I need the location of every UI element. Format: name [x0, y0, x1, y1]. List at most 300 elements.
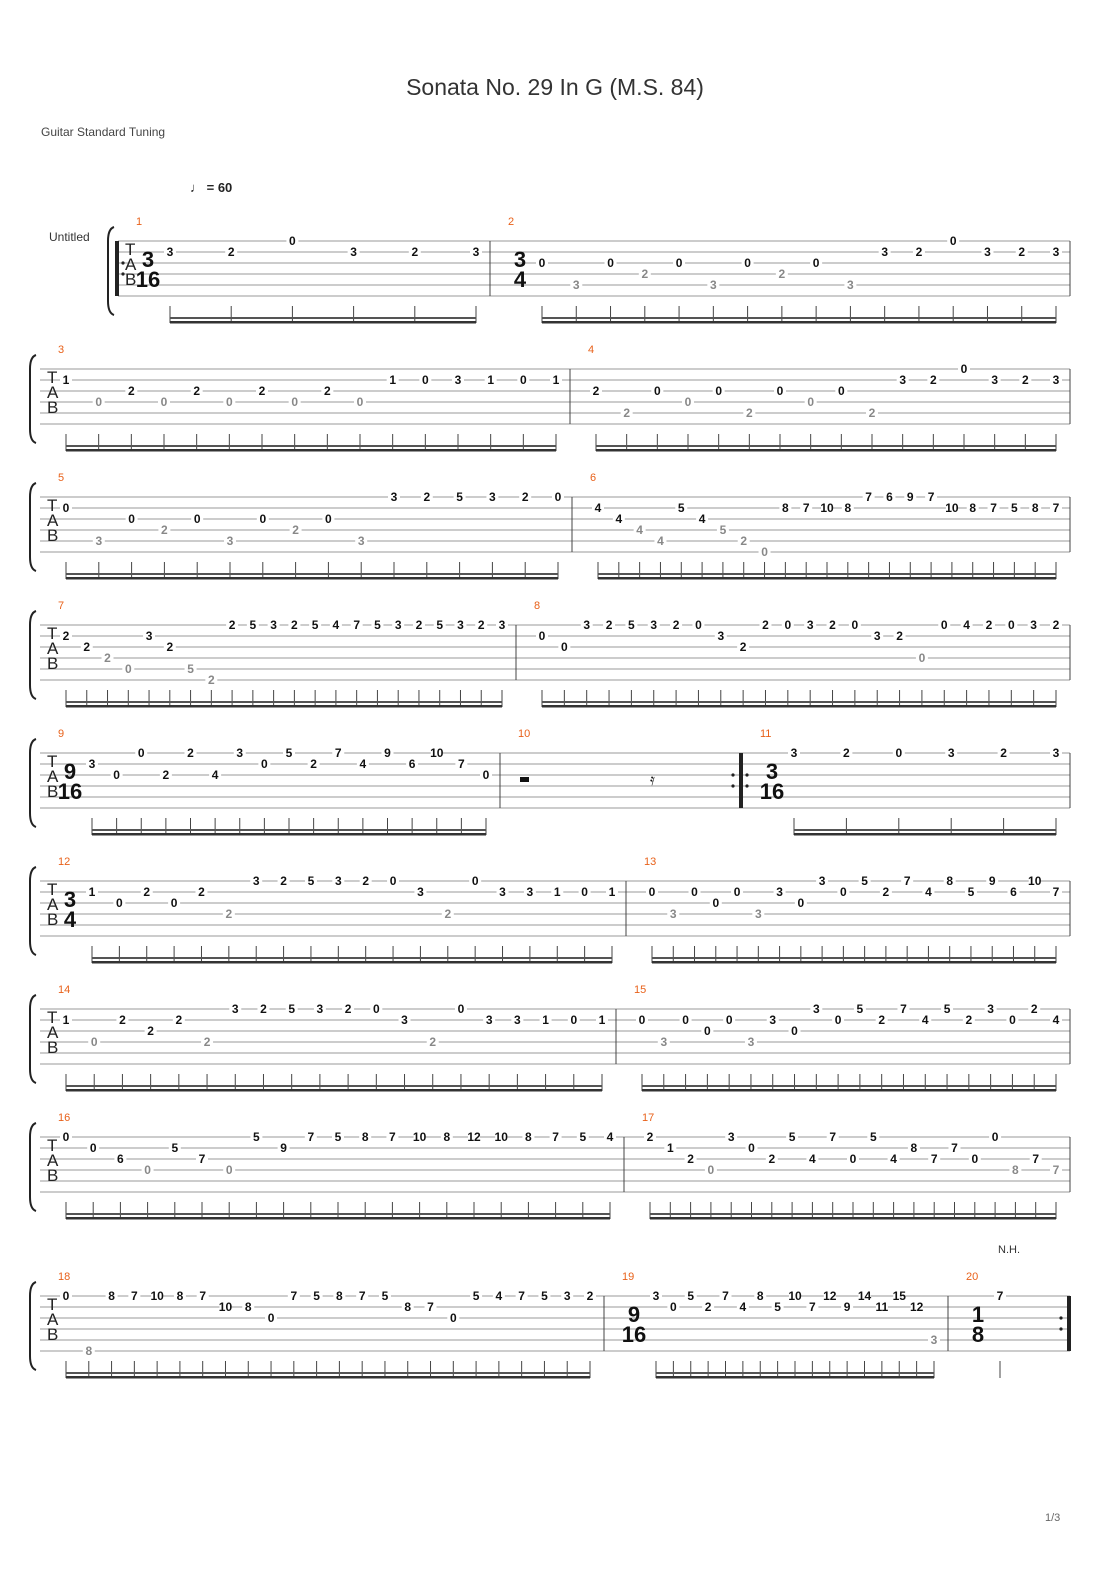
fret-number: 8 — [1012, 1163, 1019, 1177]
fret-number: 0 — [849, 1152, 857, 1166]
tab-clef-letter: B — [125, 270, 137, 289]
fret-number: 0 — [733, 885, 741, 899]
fret-number: 0 — [675, 256, 683, 270]
fret-number: 4 — [1052, 1013, 1060, 1027]
beam — [596, 445, 1056, 447]
tab-clef-letter: T — [47, 624, 58, 643]
page-number: 1/3 — [1045, 1512, 1061, 1524]
fret-number: 7 — [290, 1289, 298, 1303]
fret-number: 7 — [1052, 885, 1060, 899]
fret-number: 0 — [325, 512, 332, 526]
fret-number: 4 — [359, 757, 367, 771]
fret-number: 3 — [652, 1289, 660, 1303]
repeat-dot — [745, 784, 748, 787]
fret-number: 5 — [381, 1289, 389, 1303]
fret-number: 2 — [207, 673, 215, 687]
fret-number: 7 — [1052, 1163, 1060, 1177]
beam — [170, 321, 476, 324]
fret-number: 0 — [712, 896, 720, 910]
fret-number: 2 — [896, 629, 903, 643]
time-signature-top: 3 — [513, 247, 527, 272]
fret-number: 0 — [225, 395, 233, 409]
fret-number: 3 — [390, 490, 398, 504]
fret-number: 7 — [1052, 501, 1060, 515]
fret-number: 2 — [119, 1013, 126, 1027]
repeat-dot — [121, 272, 124, 275]
fret-number: 2 — [745, 406, 753, 420]
fret-number: 7 — [930, 1152, 938, 1166]
fret-number: 3 — [95, 534, 103, 548]
fret-number: 0 — [840, 885, 847, 899]
fret-number: 7 — [927, 490, 935, 504]
fret-number: 7 — [353, 618, 361, 632]
fret-number: 7 — [951, 1141, 958, 1155]
fret-number: 1 — [553, 885, 561, 899]
fret-number: 2 — [1052, 618, 1060, 632]
quarter-note-icon: ♩ — [190, 180, 203, 195]
fret-number: 2 — [878, 1013, 886, 1027]
repeat-start-bar — [739, 753, 743, 808]
tab-clef-letter: A — [47, 767, 59, 786]
fret-number: 0 — [389, 874, 397, 888]
fret-number: 5 — [719, 523, 727, 537]
measure-number: 11 — [760, 728, 772, 740]
fret-number: 4 — [698, 512, 706, 526]
fret-number: 0 — [1009, 1013, 1016, 1027]
fret-number: 7 — [427, 1300, 434, 1314]
measure-number: 1 — [136, 216, 143, 228]
fret-number: 3 — [650, 618, 658, 632]
fret-number: 5 — [677, 501, 685, 515]
beam — [66, 573, 558, 575]
fret-number: 2 — [672, 618, 680, 632]
fret-number: 7 — [199, 1289, 207, 1303]
fret-number: 5 — [774, 1300, 781, 1314]
fret-number: 2 — [291, 618, 298, 632]
system-brace — [30, 1123, 36, 1211]
fret-number: 2 — [423, 490, 431, 504]
beam — [66, 1089, 602, 1092]
fret-number: 2 — [260, 1002, 267, 1016]
fret-number: 0 — [851, 618, 859, 632]
repeat-dot — [731, 784, 734, 787]
fret-number: 6 — [408, 757, 416, 771]
system-brace — [30, 355, 36, 443]
fret-number: 0 — [561, 640, 568, 654]
fret-number: 0 — [482, 768, 490, 782]
fret-number: 3 — [252, 874, 260, 888]
beam — [596, 449, 1056, 452]
fret-number: 3 — [88, 757, 96, 771]
fret-number: 4 — [495, 1289, 503, 1303]
fret-number: 0 — [128, 512, 135, 526]
fret-number: 6 — [1010, 885, 1017, 899]
fret-number: 0 — [581, 885, 588, 899]
tab-clef-letter: B — [47, 1038, 59, 1057]
fret-number: 5 — [374, 618, 381, 632]
beam — [650, 1217, 1056, 1220]
fret-number: 12 — [823, 1289, 837, 1303]
tab-clef-letter: A — [47, 639, 59, 658]
fret-number: 2 — [292, 523, 299, 537]
tab-clef-letter: A — [47, 895, 59, 914]
repeat-dot — [121, 261, 124, 264]
fret-number: 2 — [83, 640, 91, 654]
fret-number: 3 — [454, 373, 462, 387]
fret-number: 0 — [519, 373, 527, 387]
fret-number: 0 — [648, 885, 656, 899]
fret-number: 5 — [311, 618, 319, 632]
fret-number: 7 — [131, 1289, 138, 1303]
fret-number: 0 — [113, 768, 120, 782]
fret-number: 8 — [525, 1130, 532, 1144]
fret-number: 2 — [444, 907, 452, 921]
time-signature-top: 3 — [63, 887, 77, 912]
fret-number: 0 — [259, 512, 267, 526]
fret-number: 3 — [899, 373, 907, 387]
fret-number: 3 — [350, 245, 357, 259]
measure-number: 7 — [58, 600, 65, 612]
fret-number: 0 — [691, 885, 698, 899]
beam — [92, 833, 486, 836]
time-signature-bottom: 4 — [63, 907, 77, 932]
fret-number: 10 — [218, 1300, 233, 1314]
beam — [92, 829, 486, 831]
fret-number: 4 — [211, 768, 219, 782]
fret-number: 8 — [404, 1300, 412, 1314]
half-rest — [520, 777, 529, 782]
fret-number: 2 — [193, 384, 201, 398]
beam — [794, 833, 1056, 836]
fret-number: 4 — [809, 1152, 816, 1166]
fret-number: 3 — [316, 1002, 324, 1016]
fret-number: 6 — [117, 1152, 124, 1166]
fret-number: 7 — [307, 1130, 315, 1144]
fret-number: 0 — [653, 384, 661, 398]
tab-clef-letter: T — [47, 752, 58, 771]
system-brace — [30, 483, 36, 571]
fret-number: 7 — [458, 757, 465, 771]
fret-number: 0 — [918, 651, 926, 665]
beam — [656, 1372, 934, 1374]
fret-number: 10 — [430, 746, 444, 760]
fret-number: 0 — [137, 746, 145, 760]
fret-number: 8 — [443, 1130, 451, 1144]
time-signature-top: 9 — [627, 1302, 641, 1327]
fret-number: 8 — [176, 1289, 184, 1303]
fret-number: 0 — [144, 1163, 151, 1177]
beam — [92, 957, 612, 959]
fret-number: 1 — [62, 373, 70, 387]
fret-number: 2 — [280, 874, 287, 888]
fret-number: 10 — [150, 1289, 164, 1303]
beam — [542, 317, 1056, 319]
fret-number: 2 — [740, 534, 748, 548]
fret-number: 0 — [715, 384, 723, 398]
beam — [642, 1085, 1056, 1087]
fret-number: 3 — [394, 618, 402, 632]
fret-number: 1 — [542, 1013, 549, 1027]
tab-clef-letter: T — [47, 1295, 58, 1314]
fret-number: 9 — [843, 1300, 851, 1314]
fret-number: 0 — [170, 896, 178, 910]
fret-number: 0 — [837, 384, 845, 398]
fret-number: 10 — [788, 1289, 802, 1303]
fret-number: 2 — [985, 618, 993, 632]
fret-number: 10 — [412, 1130, 427, 1144]
fret-number: 3 — [769, 1013, 777, 1027]
fret-number: 3 — [991, 373, 999, 387]
fret-number: 2 — [147, 1024, 154, 1038]
system-brace — [30, 995, 36, 1083]
fret-number: 2 — [641, 267, 649, 281]
beam — [66, 445, 556, 447]
fret-number: 7 — [722, 1289, 729, 1303]
time-signature-bottom: 16 — [135, 267, 161, 292]
fret-number: 0 — [261, 757, 268, 771]
fret-number: 0 — [225, 1163, 233, 1177]
repeat-start-bar — [115, 241, 119, 296]
fret-number: 0 — [193, 512, 201, 526]
fret-number: 5 — [472, 1289, 480, 1303]
fret-number: 2 — [175, 1013, 183, 1027]
fret-number: 1 — [608, 885, 616, 899]
fret-number: 7 — [996, 1289, 1004, 1303]
fret-number: 0 — [62, 1130, 70, 1144]
fret-number: 5 — [967, 885, 975, 899]
time-signature-top: 9 — [63, 759, 77, 784]
repeat-dot — [1059, 1316, 1062, 1319]
time-signature-bottom: 16 — [759, 779, 785, 804]
time-signature-top: 3 — [141, 247, 155, 272]
beam — [66, 1372, 590, 1374]
tab-clef-letter: T — [47, 880, 58, 899]
system-brace — [30, 867, 36, 955]
measure-number: 18 — [58, 1271, 71, 1283]
fret-number: 0 — [748, 1141, 755, 1155]
fret-number: 7 — [552, 1130, 559, 1144]
fret-number: 2 — [258, 384, 266, 398]
fret-number: 5 — [285, 746, 293, 760]
fret-number: 0 — [62, 501, 70, 515]
repeat-end-bar — [1067, 1296, 1071, 1351]
tab-clef-letter: A — [47, 1310, 59, 1329]
fret-number: 2 — [225, 907, 233, 921]
fret-number: 2 — [198, 885, 205, 899]
fret-number: 2 — [1030, 1002, 1038, 1016]
fret-number: 3 — [526, 885, 534, 899]
fret-number: 3 — [270, 618, 277, 632]
beam — [650, 1213, 1056, 1215]
natural-harmonic-label: N.H. — [998, 1244, 1020, 1256]
system-brace — [30, 739, 36, 827]
fret-number: 1 — [62, 1013, 70, 1027]
fret-number: 0 — [744, 256, 751, 270]
fret-number: 3 — [498, 618, 506, 632]
fret-number: 0 — [670, 1300, 677, 1314]
fret-number: 8 — [336, 1289, 343, 1303]
fret-number: 3 — [806, 618, 814, 632]
fret-number: 7 — [198, 1152, 206, 1166]
fret-number: 2 — [762, 618, 769, 632]
fret-number: 1 — [487, 373, 495, 387]
fret-number: 2 — [429, 1035, 437, 1049]
tab-clef-letter: A — [47, 383, 59, 402]
fret-number: 4 — [921, 1013, 929, 1027]
beam — [66, 705, 502, 708]
measure-number: 9 — [58, 728, 65, 740]
fret-number: 8 — [85, 1344, 93, 1358]
repeat-dot — [745, 773, 748, 776]
fret-number: 5 — [307, 874, 315, 888]
fret-number: 0 — [372, 1002, 380, 1016]
fret-number: 3 — [873, 629, 881, 643]
measure-number: 6 — [590, 472, 597, 484]
fret-number: 3 — [572, 278, 580, 292]
fret-number: 2 — [768, 1152, 776, 1166]
fret-number: 0 — [684, 395, 692, 409]
fret-number: 2 — [166, 640, 174, 654]
fret-number: 0 — [116, 896, 123, 910]
fret-number: 3 — [747, 1035, 755, 1049]
fret-number: 4 — [739, 1300, 747, 1314]
beam — [66, 577, 558, 580]
fret-number: 0 — [289, 234, 296, 248]
fret-number: 4 — [332, 618, 340, 632]
fret-number: 3 — [236, 746, 244, 760]
fret-number: 0 — [471, 874, 479, 888]
tempo-value: = 60 — [206, 180, 233, 195]
fret-number: 2 — [882, 885, 890, 899]
fret-number: 8 — [969, 501, 977, 515]
fret-number: 4 — [594, 501, 602, 515]
fret-number: 0 — [607, 256, 614, 270]
fret-number: 0 — [695, 618, 702, 632]
fret-number: 3 — [357, 534, 365, 548]
fret-number: 3 — [334, 874, 342, 888]
fret-number: 2 — [187, 746, 194, 760]
fret-number: 5 — [334, 1130, 342, 1144]
fret-number: 7 — [802, 501, 810, 515]
fret-number: 2 — [965, 1013, 973, 1027]
fret-number: 7 — [829, 1130, 837, 1144]
system-brace — [30, 611, 36, 699]
fret-number: 3 — [457, 618, 464, 632]
measure-number: 2 — [508, 216, 515, 228]
fret-number: 2 — [586, 1289, 594, 1303]
fret-number: 3 — [987, 1002, 994, 1016]
fret-number: 10 — [945, 501, 959, 515]
fret-number: 4 — [890, 1152, 897, 1166]
time-signature-bottom: 8 — [971, 1322, 985, 1347]
fret-number: 2 — [143, 885, 151, 899]
fret-number: 4 — [636, 523, 643, 537]
fret-number: 8 — [1031, 501, 1039, 515]
fret-number: 0 — [807, 395, 815, 409]
fret-number: 2 — [739, 640, 747, 654]
fret-number: 0 — [95, 395, 103, 409]
fret-number: 7 — [389, 1130, 396, 1144]
beam — [656, 1376, 934, 1379]
fret-number: 5 — [253, 1130, 260, 1144]
fret-number: 2 — [521, 490, 529, 504]
measure-number: 4 — [588, 344, 595, 356]
fret-number: 3 — [489, 490, 496, 504]
fret-number: 5 — [788, 1130, 796, 1144]
fret-number: 0 — [538, 629, 546, 643]
fret-number: 7 — [900, 1002, 907, 1016]
fret-number: 2 — [829, 618, 836, 632]
measure-number: 5 — [58, 472, 65, 484]
beam — [542, 705, 1056, 708]
fret-number: 3 — [485, 1013, 493, 1027]
fret-number: 2 — [415, 618, 423, 632]
fret-number: 2 — [704, 1300, 712, 1314]
fret-number: 4 — [657, 534, 664, 548]
time-signature-bottom: 4 — [513, 267, 527, 292]
measure-number: 15 — [634, 984, 647, 996]
fret-number: 8 — [910, 1141, 918, 1155]
tab-clef-letter: T — [47, 1008, 58, 1027]
fret-number: 12 — [467, 1130, 481, 1144]
fret-number: 7 — [334, 746, 342, 760]
fret-number: 7 — [903, 874, 911, 888]
fret-number: 3 — [1052, 373, 1060, 387]
fret-number: 3 — [669, 907, 677, 921]
fret-number: 2 — [362, 874, 370, 888]
fret-number: 0 — [62, 1289, 70, 1303]
system-brace — [108, 227, 114, 315]
fret-number: 7 — [809, 1300, 816, 1314]
beam — [66, 1217, 610, 1220]
measure-number: 19 — [622, 1271, 635, 1283]
fret-number: 3 — [660, 1035, 668, 1049]
fret-number: 8 — [946, 874, 954, 888]
fret-number: 0 — [682, 1013, 689, 1027]
fret-number: 8 — [844, 501, 852, 515]
fret-number: 9 — [906, 490, 914, 504]
fret-number: 2 — [1018, 245, 1026, 259]
fret-number: 0 — [421, 373, 429, 387]
fret-number: 11 — [875, 1300, 889, 1314]
fret-number: 2 — [843, 746, 850, 760]
fret-number: 2 — [127, 384, 135, 398]
beam — [598, 577, 1056, 580]
fret-number: 0 — [761, 545, 768, 559]
fret-number: 7 — [990, 501, 997, 515]
track-name: Untitled — [49, 230, 90, 244]
tab-clef-letter: B — [47, 1166, 59, 1185]
fret-number: 0 — [707, 1163, 715, 1177]
fret-number: 0 — [704, 1024, 711, 1038]
fret-number: 4 — [925, 885, 932, 899]
fret-number: 6 — [886, 490, 893, 504]
fret-number: 2 — [868, 406, 876, 420]
fret-number: 5 — [1011, 501, 1018, 515]
time-signature-bottom: 16 — [57, 779, 83, 804]
fret-number: 5 — [249, 618, 257, 632]
fret-number: 1 — [88, 885, 96, 899]
beam — [66, 1213, 610, 1215]
fret-number: 7 — [518, 1289, 525, 1303]
fret-number: 2 — [915, 245, 923, 259]
tab-clef-letter: T — [47, 1136, 58, 1155]
fret-number: 3 — [984, 245, 991, 259]
measure-number: 3 — [58, 344, 65, 356]
tab-clef-letter: B — [47, 1325, 59, 1344]
fret-number: 2 — [687, 1152, 694, 1166]
measure-number: 20 — [966, 1271, 979, 1283]
